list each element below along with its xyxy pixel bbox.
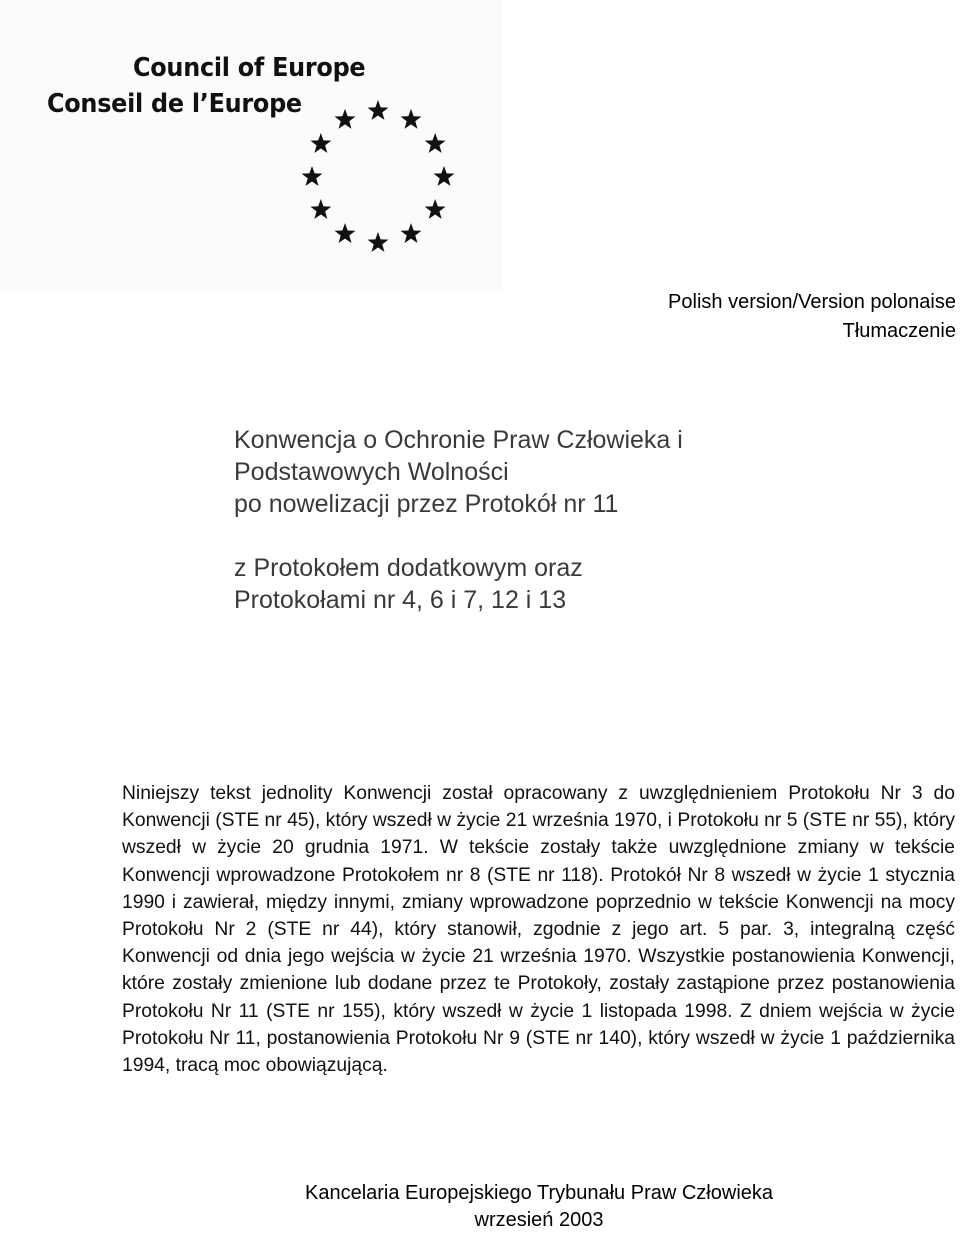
star-icon <box>335 109 356 129</box>
star-icon <box>368 100 389 120</box>
document-footer <box>0 1180 960 1234</box>
title-spacer <box>234 520 683 552</box>
stars-circle <box>290 92 470 262</box>
logo-text-english: Council of Europe <box>133 53 366 83</box>
star-icon <box>335 223 356 243</box>
star-icon <box>425 133 446 153</box>
version-label: Polish version/Version polonaise <box>668 291 956 313</box>
star-icon <box>368 232 389 252</box>
title-line-5: Protokołami nr 4, 6 i 7, 12 i 13 <box>234 586 567 614</box>
council-of-europe-logo <box>0 0 502 290</box>
footer-institution: Kancelaria Europejskiego Trybunału Praw Człowieka <box>304 1182 774 1204</box>
title-line-3: po nowelizacji przez Protokół nr 11 <box>234 490 619 518</box>
star-icon <box>401 223 422 243</box>
title-line-2: Podstawowych Wolności <box>234 458 509 486</box>
star-icon <box>310 133 331 153</box>
star-icon <box>310 199 331 219</box>
title-line-4: z Protokołem dodatkowym oraz <box>234 554 583 582</box>
title-line-1: Konwencja o Ochronie Praw Człowieka i <box>234 426 683 454</box>
footer-date: wrzesień 2003 <box>474 1209 604 1231</box>
document-header <box>668 288 956 346</box>
translation-label: Tłumaczenie <box>842 320 956 342</box>
logo-text-french: Conseil de l’Europe <box>47 89 302 119</box>
star-icon <box>434 166 455 186</box>
body-paragraph: Niniejszy tekst jednolity Konwencji został opracowany z uwzględnieniem Protokołu Nr 3 do Konwencji (STE nr 45), który wszedł w życie 21 września 1970, i Protokołu nr 5 (STE nr 55), który wszedł w życie 20 grudnia 1971. W tekście zostały także uwzględnione zmiany w tekście Konwencji wprowadzone Protokołem nr 8 (STE nr 118). Protokół Nr 8 wszedł w życie 1 stycznia 1990 i zawierał, między innymi, zmiany wprowadzone poprzednio w tekście Konwencji na mocy Protokołu Nr 2 (STE nr 44), który stanowił, zgodnie z jego art. 5 par. 3, integralną część Konwencji od dnia jego wejścia w życie 21 września 1970. Wszystkie postanowienia Konwencji, które zostały zmienione lub dodane przez te Protokoły, zostały zastąpione przez postanowienia Protokołu Nr 11 (STE nr 155), który wszedł w życie 1 listopada 1998. Z dniem wejścia w życie Protokołu Nr 11, postanowienia Protokołu Nr 9 (STE nr 140), który wszedł w życie 1 października 1994, tracą moc obowiązującą. <box>122 783 955 1077</box>
star-icon <box>425 199 446 219</box>
star-icon <box>302 166 323 186</box>
star-icon <box>401 109 422 129</box>
document-title <box>234 424 683 616</box>
